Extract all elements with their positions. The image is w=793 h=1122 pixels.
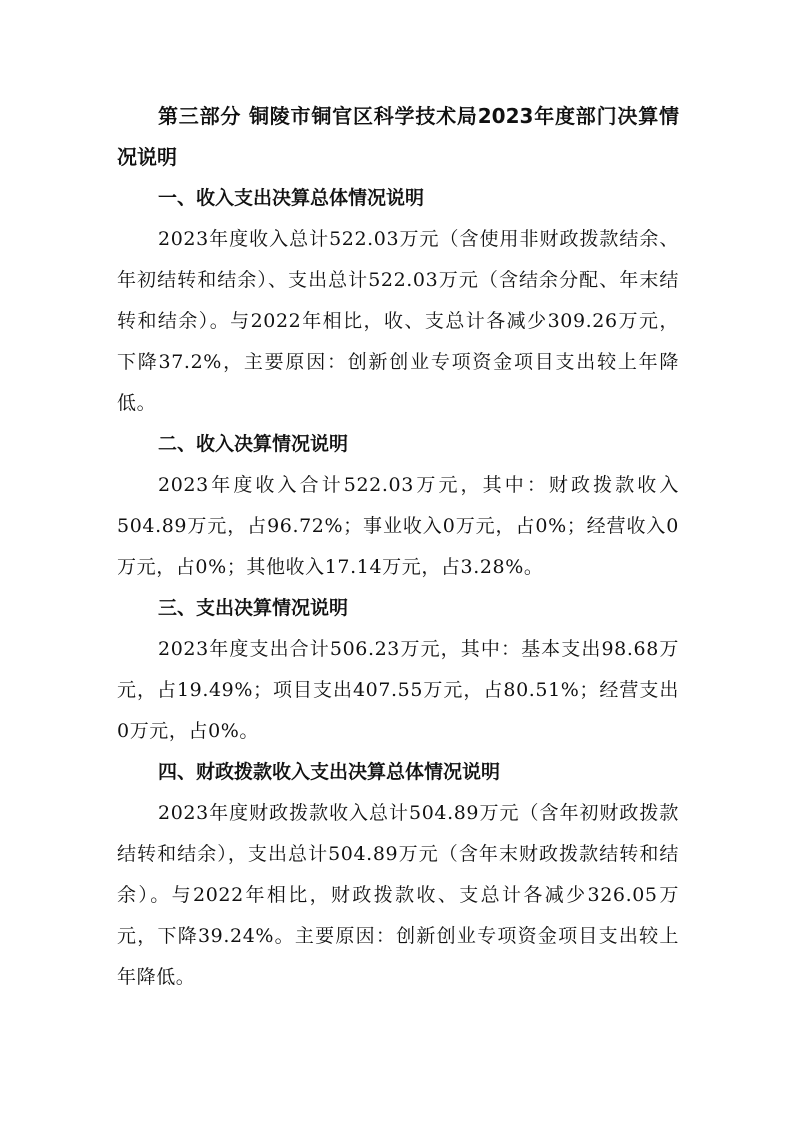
section-body-income: 2023年度收入合计522.03万元，其中：财政拨款收入504.89万元，占96.72%；事业收入0万元，占0%；经营收入0万元，占0%；其他收入17.14万元，占3.28%。 (117, 474, 679, 578)
section-body-fiscal-allocation: 2023年度财政拨款收入总计504.89万元（含年初财政拨款结转和结余），支出总计504.89万元（含年末财政拨款结转和结余）。与2022年相比，财政拨款收、支总计各减少326.05万元，下降39.24%。主要原因：创新创业专项资金项目支出较上年降低。 (117, 802, 679, 988)
section-heading-income: 二、收入决算情况说明 (158, 433, 349, 455)
section-heading-expenditure: 三、支出决算情况说明 (158, 597, 349, 619)
section-body-overall: 2023年度收入总计522.03万元（含使用非财政拨款结余、年初结转和结余）、支出总计522.03万元（含结余分配、年末结转和结余）。与2022年相比，收、支总计各减少309.26万元，下降37.2%，主要原因：创新创业专项资金项目支出较上年降低。 (117, 228, 679, 414)
document-title: 第三部分 铜陵市铜官区科学技术局2023年度部门决算情况说明 (117, 104, 679, 169)
section-heading-fiscal-allocation: 四、财政拨款收入支出决算总体情况说明 (158, 761, 501, 783)
section-heading-overall: 一、收入支出决算总体情况说明 (158, 187, 425, 209)
document-page (117, 96, 679, 998)
section-body-expenditure: 2023年度支出合计506.23万元，其中：基本支出98.68万元，占19.49%；项目支出407.55万元，占80.51%；经营支出0万元，占0%。 (117, 638, 679, 742)
